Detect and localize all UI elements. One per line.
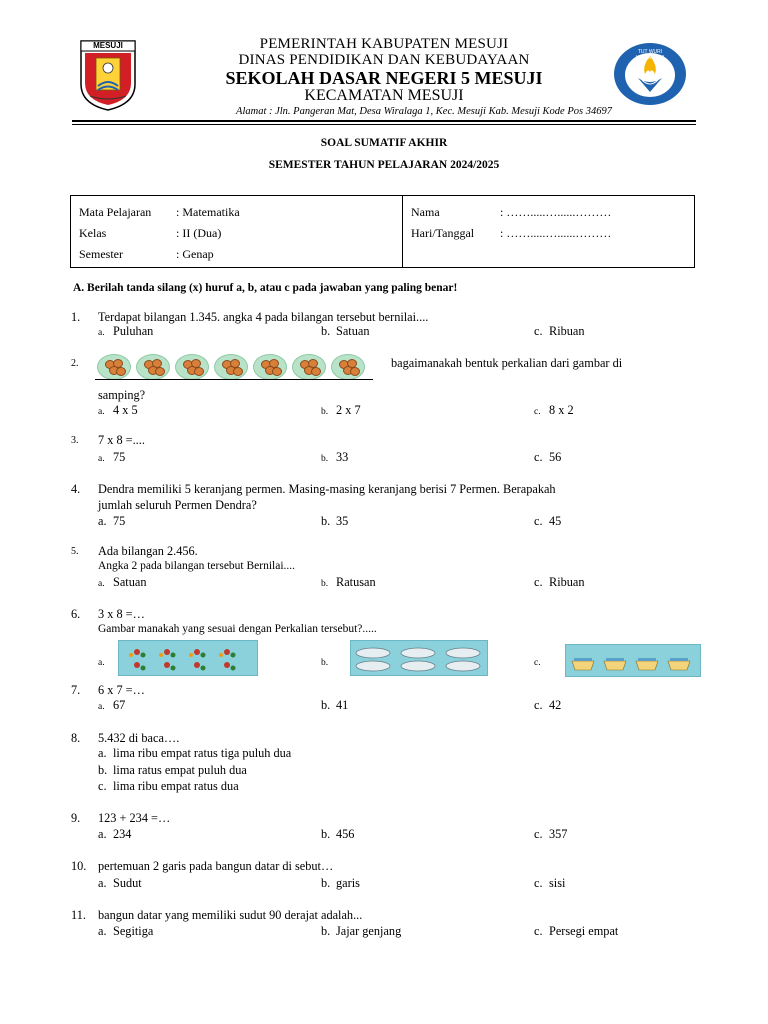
question-number: 5. xyxy=(71,546,79,557)
cookie-plates-picture xyxy=(95,352,375,382)
question-number: 10. xyxy=(71,859,87,873)
option-b[interactable]: b. 2 x 7 xyxy=(321,403,361,417)
subject-value: : Matematika xyxy=(176,205,240,219)
option-c[interactable]: c. 357 xyxy=(534,827,568,841)
option-c[interactable]: c. Ribuan xyxy=(534,575,585,589)
option-a[interactable]: a. 4 x 5 xyxy=(98,403,138,417)
option-c[interactable]: c. 45 xyxy=(534,514,562,528)
question-number: 4. xyxy=(71,482,81,496)
question-text: Ada bilangan 2.456. xyxy=(98,544,198,558)
header-district: KECAMATAN MESUJI xyxy=(304,87,464,104)
semester-label: Semester xyxy=(79,247,123,261)
option-c[interactable]: c. lima ribu empat ratus dua xyxy=(98,779,239,793)
question-text: Dendra memiliki 5 keranjang permen. Masing-masing keranjang berisi 7 Permen. Berapakah xyxy=(98,482,556,496)
question-number: 1. xyxy=(71,310,81,324)
header-divider-thin xyxy=(72,124,696,125)
option-a[interactable]: a. xyxy=(98,658,105,668)
option-c[interactable]: c. Persegi empat xyxy=(534,924,619,938)
option-a-picture[interactable] xyxy=(118,640,258,676)
exam-info-cell xyxy=(71,196,403,268)
option-b[interactable]: b. Ratusan xyxy=(321,575,376,589)
option-b[interactable]: b. 456 xyxy=(321,827,355,841)
option-c[interactable]: c. sisi xyxy=(534,876,566,890)
option-b[interactable]: b. 33 xyxy=(321,450,349,464)
option-b[interactable]: b. lima ratus empat puluh dua xyxy=(98,763,247,777)
option-a[interactable]: a. 75 xyxy=(98,514,126,528)
option-a[interactable]: a. Puluhan xyxy=(98,324,154,338)
question-number: 3. xyxy=(71,435,79,446)
question-number: 6. xyxy=(71,607,81,621)
option-b[interactable]: b. 35 xyxy=(321,514,349,528)
question-text-continued: Gambar manakah yang sesuai dengan Perkalian tersebut?..... xyxy=(98,623,377,635)
exam-subtitle: SEMESTER TAHUN PELAJARAN 2024/2025 xyxy=(268,159,500,171)
option-b[interactable]: b. 41 xyxy=(321,698,349,712)
option-b[interactable]: b. Satuan xyxy=(321,324,370,338)
question-text: bangun datar yang memiliki sudut 90 derajat adalah... xyxy=(98,908,363,922)
option-c[interactable]: c. xyxy=(534,658,541,668)
option-a[interactable]: a. 67 xyxy=(98,698,126,712)
option-c-picture[interactable] xyxy=(565,644,701,677)
section-a-instruction: A. Berilah tanda silang (x) huruf a, b, atau c pada jawaban yang paling benar! xyxy=(73,282,458,294)
logo-right-text: TUT WURI HANDAYANI xyxy=(635,49,665,61)
question-text: 3 x 8 =… xyxy=(98,607,145,621)
question-number: 8. xyxy=(71,731,81,745)
option-c[interactable]: c. 56 xyxy=(534,450,562,464)
logo-left-text: MESUJI xyxy=(93,41,123,50)
option-b[interactable]: b. Jajar genjang xyxy=(321,924,402,938)
option-a[interactable]: a. 234 xyxy=(98,827,132,841)
question-number: 11. xyxy=(71,908,86,922)
option-c[interactable]: c. 42 xyxy=(534,698,562,712)
question-number: 2. xyxy=(71,358,79,369)
option-c[interactable]: c. Ribuan xyxy=(534,324,585,338)
name-label: Nama xyxy=(411,205,440,219)
header-address: Alamat : Jln. Pangeran Mat, Desa Wiralaga 1, Kec. Mesuji Kab. Mesuji Kode Pos 34697 xyxy=(236,106,612,117)
question-text: bagaimanakah bentuk perkalian dari gambar di xyxy=(391,356,623,370)
option-a[interactable]: a. Segitiga xyxy=(98,924,154,938)
header-divider-thick xyxy=(72,120,696,122)
header-department: DINAS PENDIDIKAN DAN KEBUDAYAAN xyxy=(238,52,530,68)
option-a[interactable]: a. Satuan xyxy=(98,575,147,589)
question-text-continued: samping? xyxy=(98,388,146,402)
exam-title: SOAL SUMATIF AKHIR xyxy=(320,137,448,149)
option-a[interactable]: a. 75 xyxy=(98,450,126,464)
header-government: PEMERINTAH KABUPATEN MESUJI xyxy=(259,36,509,52)
question-text: Terdapat bilangan 1.345. angka 4 pada bilangan tersebut bernilai.... xyxy=(98,310,429,324)
class-label: Kelas xyxy=(79,226,107,240)
option-a[interactable]: a. Sudut xyxy=(98,876,142,890)
option-b[interactable]: b. garis xyxy=(321,876,360,890)
student-info-table xyxy=(70,195,695,268)
question-text-continued: jumlah seluruh Permen Dendra? xyxy=(98,498,257,512)
option-b[interactable]: b. xyxy=(321,658,329,668)
semester-value: : Genap xyxy=(176,247,214,261)
option-c[interactable]: c. 8 x 2 xyxy=(534,403,574,417)
subject-label: Mata Pelajaran xyxy=(79,205,152,219)
question-text: 5.432 di baca…. xyxy=(98,731,180,745)
question-number: 7. xyxy=(71,683,81,697)
option-b-picture[interactable] xyxy=(350,640,488,676)
question-text: 6 x 7 =… xyxy=(98,683,145,697)
date-label: Hari/Tanggal xyxy=(411,226,475,240)
question-number: 9. xyxy=(71,811,81,825)
question-text: 7 x 8 =.... xyxy=(98,433,145,447)
date-field[interactable]: : …….....…......……… xyxy=(500,226,612,240)
option-a[interactable]: a. lima ribu empat ratus tiga puluh dua xyxy=(98,746,292,760)
name-field[interactable]: : …….....…......……… xyxy=(500,205,612,219)
question-text: pertemuan 2 garis pada bangun datar di sebut… xyxy=(98,859,334,873)
header-school-name: SEKOLAH DASAR NEGERI 5 MESUJI xyxy=(225,68,543,88)
question-text-continued: Angka 2 pada bilangan tersebut Bernilai.... xyxy=(98,560,296,572)
question-text: 123 + 234 =… xyxy=(98,811,171,825)
class-value: : II (Dua) xyxy=(176,226,222,240)
student-info-cell xyxy=(403,196,695,268)
